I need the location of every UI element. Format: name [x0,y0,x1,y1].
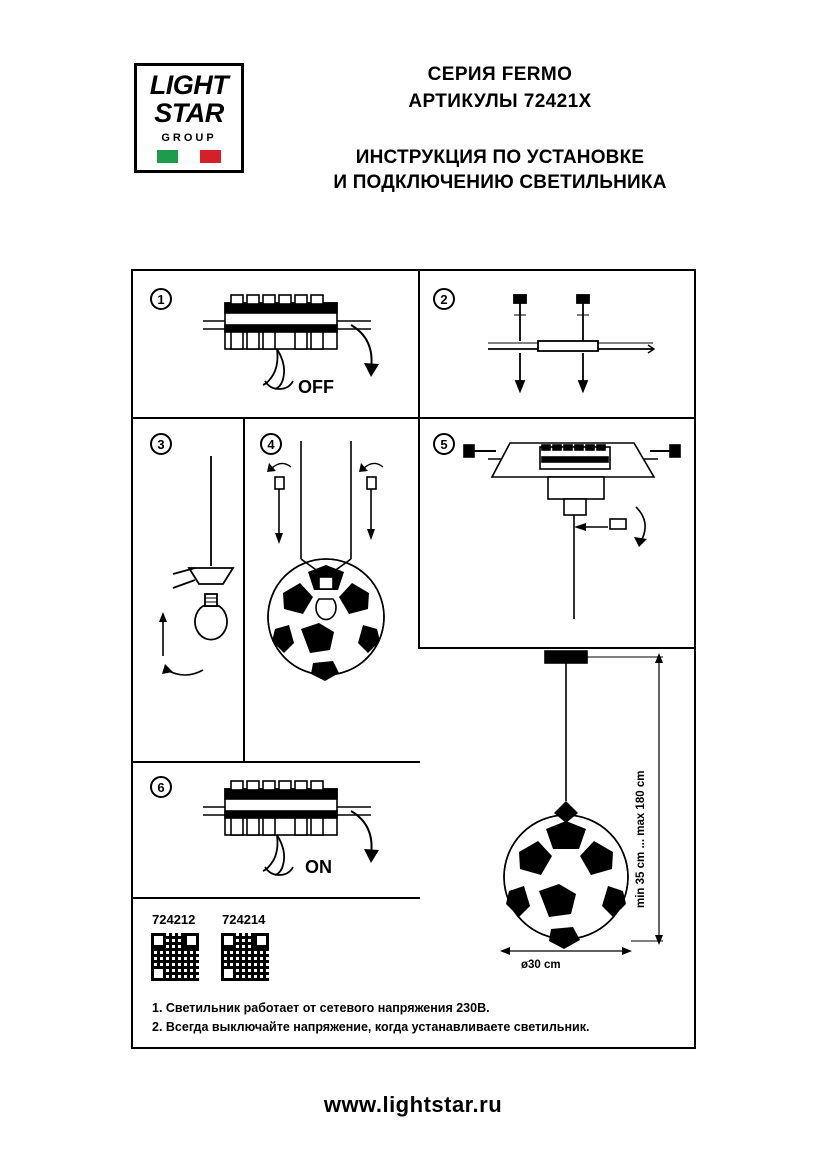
italian-flag-icon [157,150,221,163]
logo-line-2: STAR [154,98,224,128]
series-label: СЕРИЯ FERMO [427,64,573,85]
step-6-on-label: ON [305,857,332,877]
qr-code-724212[interactable] [151,933,199,981]
divider-v-top [418,271,420,417]
step-1-off-label: OFF [298,377,334,397]
step-5-illustration [458,431,688,641]
articles-label: АРТИКУЛЫ 72421X [408,91,592,112]
logo-line-1: LIGHT [149,70,229,100]
note-1: 1. Светильник работает от сетевого напряжения 230В. [152,1001,490,1015]
page-title-line-2: И ПОДКЛЮЧЕНИЮ СВЕТИЛЬНИКА [333,172,667,193]
instruction-frame [131,269,696,1049]
qr-code-724214[interactable] [221,933,269,981]
divider-v-mid-right [418,417,420,647]
step-4-illustration [253,441,418,691]
product-dimension-drawing [463,649,693,969]
step-2-illustration [478,285,678,405]
page-header [0,50,826,200]
step-number-6: 6 [150,776,172,798]
lightstar-logo [134,63,244,173]
notes-block [152,999,672,1037]
divider-h-3 [133,761,420,763]
note-2: 2. Всегда выключайте напряжение, когда устанавливаете светильник. [152,1020,590,1034]
step-number-3: 3 [150,433,172,455]
diameter-dimension-label: ø30 cm [521,959,561,971]
logo-group-label: GROUP [161,132,217,144]
step-number-5: 5 [433,433,455,455]
page-title-line-1: ИНСТРУКЦИЯ ПО УСТАНОВКЕ [355,147,645,168]
height-dimension-label: min 35 cm ... max 180 cm [635,770,647,908]
step-number-4: 4 [260,433,282,455]
step-3-illustration [153,456,245,686]
article-code-2: 724214 [222,912,266,927]
step-number-2: 2 [433,288,455,310]
article-code-1: 724212 [152,912,196,927]
divider-h-1 [133,417,694,419]
page-title [250,145,750,195]
logo-wordmark [137,72,241,127]
step-number-1: 1 [150,288,172,310]
divider-h-4 [133,897,420,899]
footer-website[interactable]: www.lightstar.ru [323,1092,503,1117]
